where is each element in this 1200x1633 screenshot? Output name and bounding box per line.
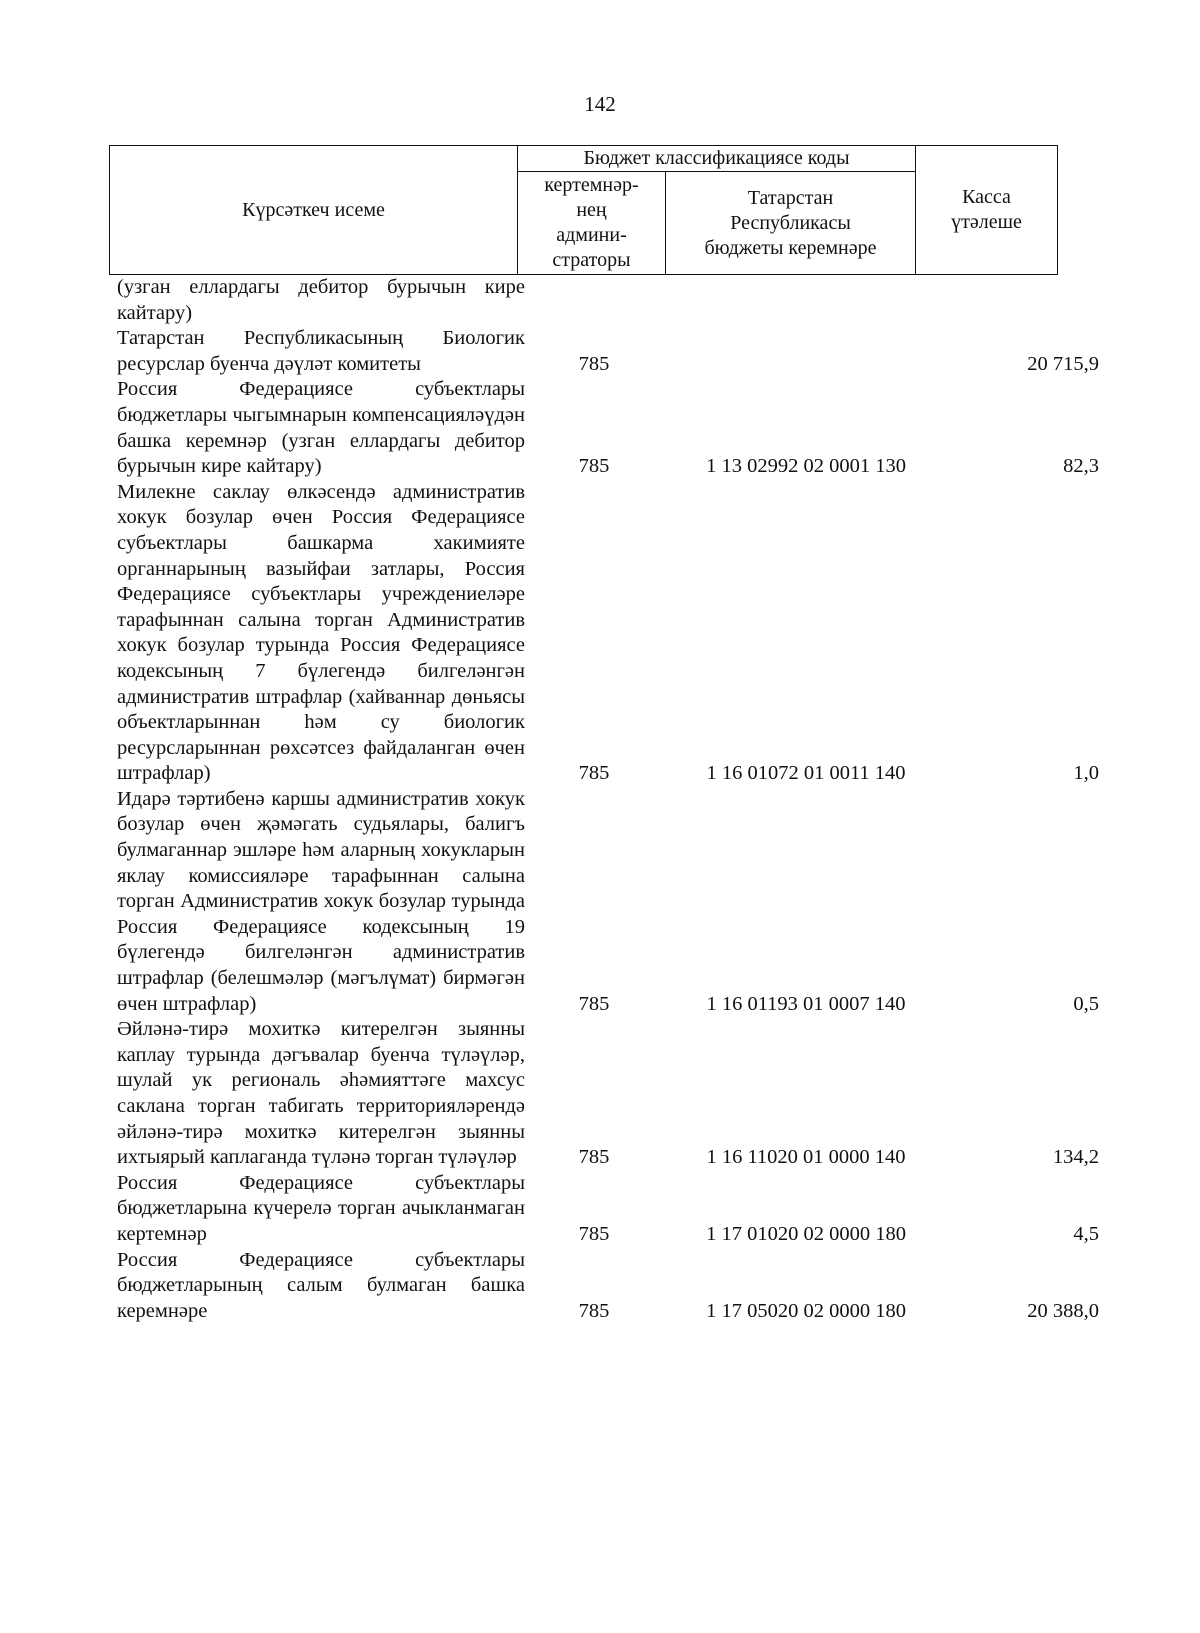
- revenue-code: 1 16 01193 01 0007 140: [706, 992, 906, 1015]
- table-row: [117, 787, 1107, 1017]
- administrator-code: 785: [578, 1299, 610, 1322]
- cash-execution-amount: 1,0: [1073, 762, 1099, 785]
- revenue-code: 1 16 01072 01 0011 140: [706, 762, 906, 785]
- table-body: [117, 275, 1107, 1324]
- administrator-code: 785: [578, 352, 610, 375]
- indicator-name: Милекне саклау өлкәсендә административ хокук бозулар өчен Россия Федерациясе субъектлары башкарма хакимияте органнарының вазыйфаи затлары, Россия Федерациясе субъектлары учреждениеләре тарафыннан салына торган Административ хокук бозулар турында Россия Федерациясе кодексының 7 бүлегендә билгеләнгән административ штрафлар (хайваннар дөньясы объектларыннан һәм су биологик ресурсларыннан рөхсәтсез файдаланган өчен штрафлар): [117, 480, 525, 785]
- table-row: [117, 1248, 1107, 1325]
- administrator-code: 785: [578, 762, 610, 785]
- indicator-name-header: Күрсәткеч исеме: [110, 146, 518, 275]
- indicator-name: Әйләнә-тирә мохиткә китерелгән зыянны каплау турында дәгъвалар буенча түләүләр, шулай ук региональ әһәмияттәге махсус саклана торган табигать территорияләрендә әйләнә-тирә мохиткә китерелгән зыянны ихтыярый каплаганда түләнә торган түләүләр: [117, 1018, 525, 1169]
- revenue-code: 1 16 11020 01 0000 140: [706, 1146, 906, 1169]
- administrator-code: 785: [578, 455, 610, 478]
- table-row: [117, 480, 1107, 787]
- page-number: 142: [584, 92, 616, 116]
- classification-code-header: Бюджет классификациясе коды: [518, 146, 916, 172]
- cash-execution-amount: 20 715,9: [1027, 352, 1099, 375]
- cash-execution-amount: 82,3: [1063, 455, 1099, 478]
- indicator-name: Идарә тәртибенә каршы административ хокук бозулар өчен җәмәгать судьялары, балигъ булмаганнар эшләре һәм аларның хокукларын яклау комиссияләре тарафыннан салына торган Административ хокук бозулар турында Россия Федерациясе кодексының 19 бүлегендә билгеләнгән административ штрафлар (белешмәләр (мәгълүмат) бирмәгән өчен штрафлар): [117, 787, 525, 1015]
- revenue-code: 1 13 02992 02 0001 130: [706, 455, 906, 478]
- cash-execution-amount: 0,5: [1073, 992, 1099, 1015]
- indicator-name: Россия Федерациясе субъектлары бюджетларының салым булмаган башка керемнәре: [117, 1248, 525, 1322]
- revenues-header: Татарстан Республикасы бюджеты керемнәре: [666, 172, 916, 275]
- table-row: [117, 1171, 1107, 1248]
- administrator-code: 785: [578, 1146, 610, 1169]
- table-header: [109, 145, 1058, 275]
- cash-execution-amount: 20 388,0: [1027, 1299, 1099, 1322]
- table-row: [117, 326, 1107, 377]
- indicator-name: Татарстан Республикасының Биологик ресурслар буенча дәүләт комитеты: [117, 327, 525, 375]
- table-row: [117, 1017, 1107, 1171]
- cash-execution-header: Касса үтәлеше: [916, 146, 1058, 275]
- cash-execution-amount: 4,5: [1073, 1222, 1099, 1245]
- table-row: [117, 377, 1107, 479]
- indicator-name: Россия Федерациясе субъектлары бюджетлары чыгымнарын компенсацияләүдән башка керемнәр (узган еллардагы дебитор бурычын кире кайтару): [117, 378, 525, 478]
- cash-execution-amount: 134,2: [1052, 1146, 1099, 1169]
- revenue-code: 1 17 05020 02 0000 180: [706, 1299, 906, 1322]
- revenue-code: 1 17 01020 02 0000 180: [706, 1222, 906, 1245]
- administrator-code: 785: [578, 1222, 610, 1245]
- table-row: [117, 275, 1107, 326]
- indicator-name: (узган еллардагы дебитор бурычын кире кайтару): [117, 276, 525, 324]
- indicator-name: Россия Федерациясе субъектлары бюджетларына күчерелә торган ачыкланмаган кертемнәр: [117, 1171, 525, 1245]
- administrators-header: кертемнәр- нең админи- страторы: [518, 172, 666, 275]
- administrator-code: 785: [578, 992, 610, 1015]
